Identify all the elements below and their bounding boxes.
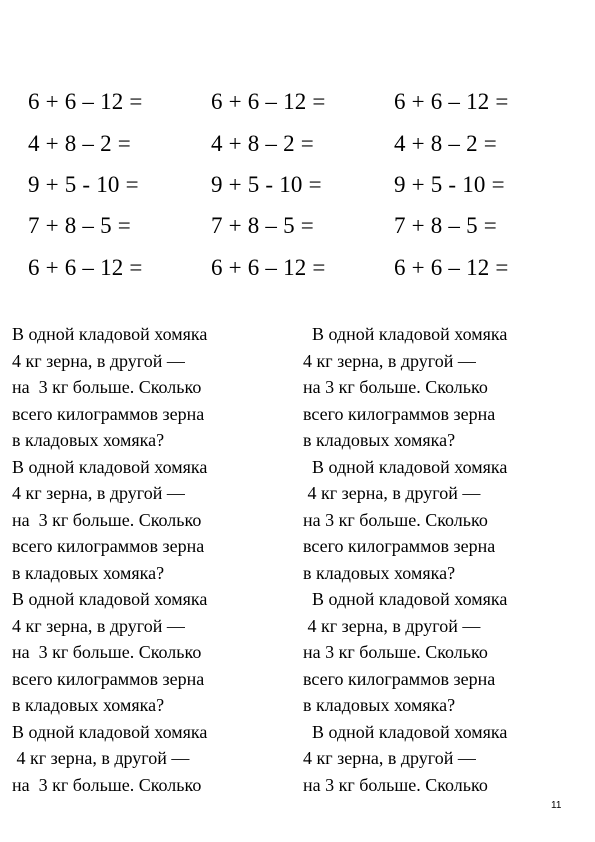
task-text-line: В одной кладовой хомяка xyxy=(12,324,208,344)
task-text-line: в кладовых хомяка? xyxy=(12,562,165,583)
page-number: 11 xyxy=(551,800,562,811)
equation: 9 + 5 - 10 = xyxy=(394,172,505,197)
task-text-line: всего килограммов зерна xyxy=(12,536,205,556)
task-text-line: всего килограммов зерна xyxy=(12,403,205,424)
task-text-line: на 3 кг больше. Сколько xyxy=(12,377,202,397)
task-text-line: В одной кладовой хомяка xyxy=(12,456,208,477)
equation: 6 + 6 – 12 = xyxy=(211,89,326,114)
equation: 4 + 8 – 2 = xyxy=(211,131,314,156)
task-text-line: 4 кг зерна, в другой — xyxy=(303,615,481,636)
equation: 6 + 6 – 12 = xyxy=(394,89,509,114)
task-text-line: в кладовых хомяка? xyxy=(303,562,456,583)
task-text-line: В одной кладовой хомяка xyxy=(303,456,508,477)
task-text-line: на 3 кг больше. Сколько xyxy=(12,774,202,795)
task-text-line: В одной кладовой хомяка xyxy=(303,721,508,742)
task-text-line: в кладовых хомяка? xyxy=(12,430,165,450)
task-text-line: 4 кг зерна, в другой — xyxy=(303,748,476,768)
task-text-line: В одной кладовой хомяка xyxy=(303,324,508,344)
equation: 6 + 6 – 12 = xyxy=(28,255,143,280)
task-text-line: 4 кг зерна, в другой — xyxy=(303,350,476,371)
equation: 7 + 8 – 5 = xyxy=(28,213,131,238)
task-text-line: в кладовых хомяка? xyxy=(303,430,456,450)
task-text-line: всего килограммов зерна xyxy=(303,668,496,689)
equation: 4 + 8 – 2 = xyxy=(28,131,131,156)
equation: 4 + 8 – 2 = xyxy=(394,131,497,156)
equation: 9 + 5 - 10 = xyxy=(28,172,139,197)
task-text-line: в кладовых хомяка? xyxy=(12,695,165,715)
task-text-line: всего килограммов зерна xyxy=(12,668,205,689)
equation: 9 + 5 - 10 = xyxy=(211,172,322,197)
task-text-line: 4 кг зерна, в другой — xyxy=(12,748,190,768)
equation: 7 + 8 – 5 = xyxy=(211,213,314,238)
task-text-line: на 3 кг больше. Сколько xyxy=(303,509,488,530)
task-text-line: 4 кг зерна, в другой — xyxy=(12,615,185,636)
task-text-line: В одной кладовой хомяка xyxy=(303,589,508,609)
task-text-line: на 3 кг больше. Сколько xyxy=(303,377,488,397)
task-text-line: на 3 кг больше. Сколько xyxy=(12,642,202,662)
task-text-line: 4 кг зерна, в другой — xyxy=(303,483,481,503)
task-text-line: на 3 кг больше. Сколько xyxy=(303,642,488,662)
task-text-line: 4 кг зерна, в другой — xyxy=(12,483,185,503)
task-text-line: на 3 кг больше. Сколько xyxy=(303,774,488,795)
task-text-line: 4 кг зерна, в другой — xyxy=(12,350,185,371)
task-text-line: всего килограммов зерна xyxy=(303,403,496,424)
task-text-line: В одной кладовой хомяка xyxy=(12,721,208,742)
equation: 6 + 6 – 12 = xyxy=(211,255,326,280)
task-text-line: всего килограммов зерна xyxy=(303,536,496,556)
task-text-line: в кладовых хомяка? xyxy=(303,695,456,715)
equation: 7 + 8 – 5 = xyxy=(394,213,497,238)
equation: 6 + 6 – 12 = xyxy=(394,255,509,280)
task-text-line: В одной кладовой хомяка xyxy=(12,589,208,609)
equation: 6 + 6 – 12 = xyxy=(28,89,143,114)
task-text-line: на 3 кг больше. Сколько xyxy=(12,509,202,530)
